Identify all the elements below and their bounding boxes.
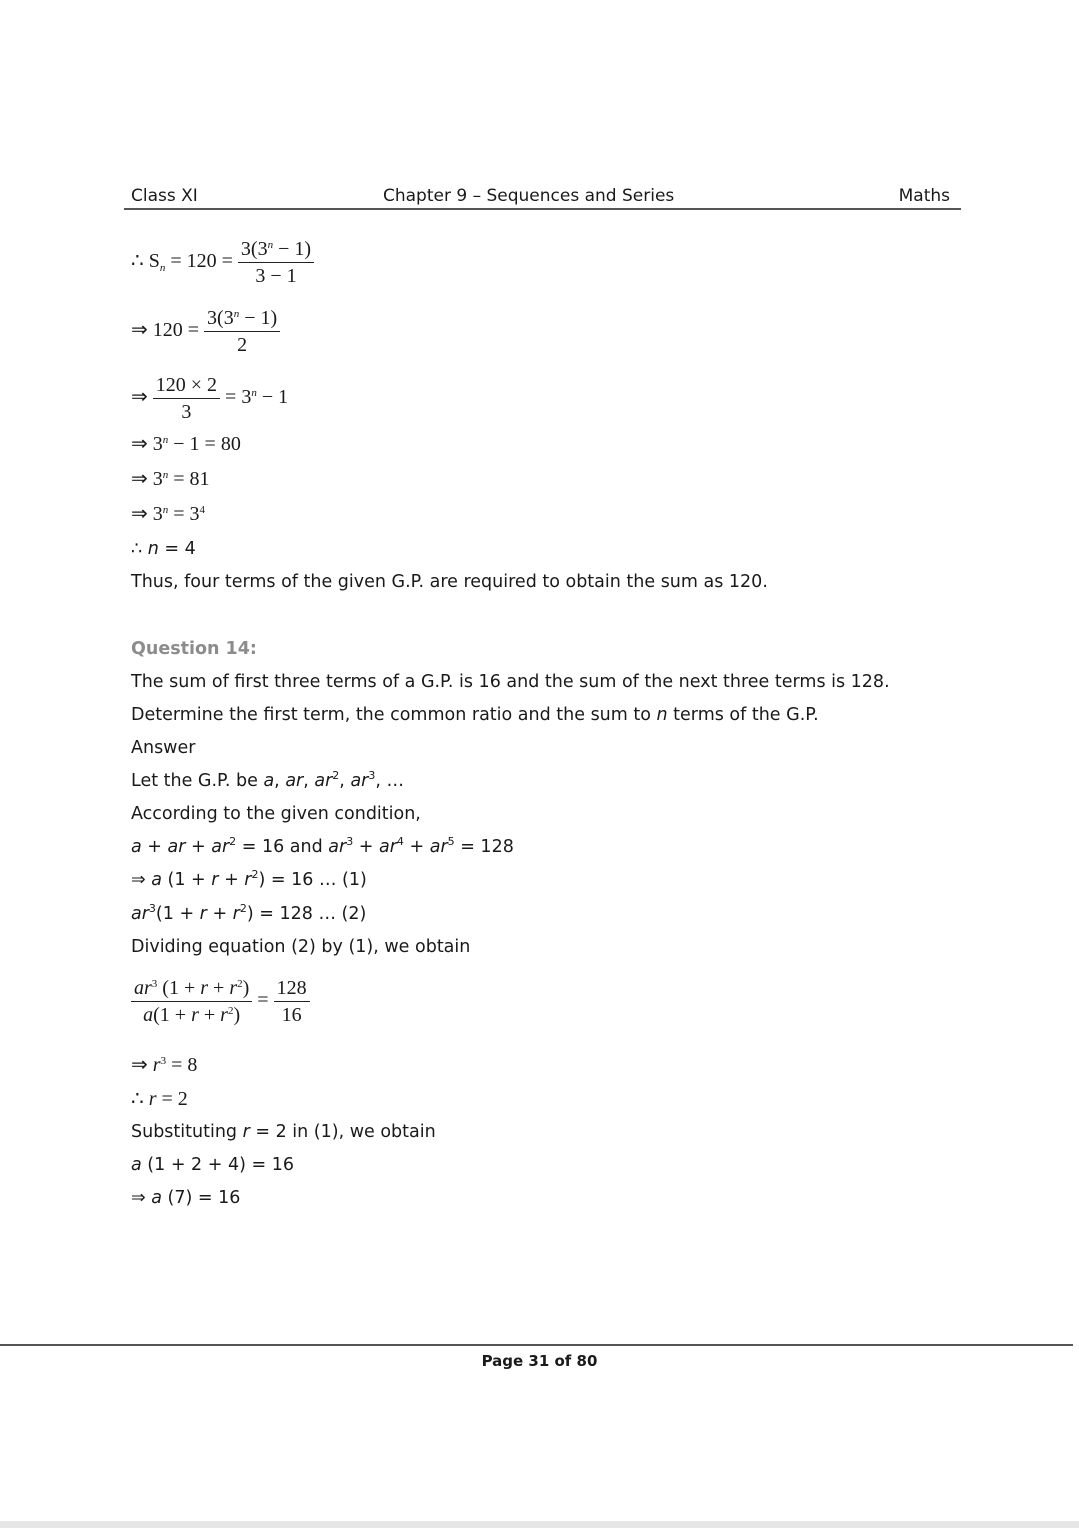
dividing-text: Dividing equation (2) by (1), we obtain: [131, 937, 471, 957]
conclusion-text: Thus, four terms of the given G.P. are required to obtain the sum as 120.: [131, 572, 768, 592]
eq-text: ⇒ 120 =: [131, 319, 205, 342]
equation-120x2: ⇒ $\frac{120 \times 2}{3}$ = $3^n - 1$: [131, 374, 289, 423]
footer-divider: [0, 1344, 1073, 1346]
eq-text: ⇒: [131, 386, 153, 409]
eq-sum: a + ar + $ar^2 = 16$ and $ar^3 + ar^4 + ar^5 = 128$: [131, 835, 514, 857]
eq-text: ∴ S: [131, 250, 160, 273]
n-equals: ∴ n = 4: [131, 539, 196, 559]
division-fraction: $\frac{ar^3 (1 + r + r^2)}{a(1 + r + r^2)}$ = $\frac{128}{16}$: [131, 975, 310, 1028]
equation-3n-34: ⇒ $3^n = 3^4$: [131, 503, 206, 525]
eq-text: = 120 =: [165, 250, 238, 273]
header-class: Class XI: [131, 186, 198, 206]
page-header: [124, 186, 961, 210]
question-title: Question 14:: [131, 639, 257, 659]
eq-sub: n: [159, 262, 166, 275]
equation-3n-minus-1: ⇒ $3^n - 1 = 80$: [131, 433, 241, 455]
question-line-2: Determine the first term, the common ratio and the sum to n terms of the G.P.: [131, 705, 819, 725]
equation-120: [131, 305, 280, 358]
eq-1: ⇒ a $(1 + r + r^2) = 16$ … (1): [131, 868, 367, 890]
equation-3n-81: ⇒ $3^n = 81$: [131, 468, 210, 490]
r-equals: ∴ r = 2: [131, 1088, 188, 1110]
equation-sn: [131, 236, 314, 289]
substituting-text: Substituting r = 2 in (1), we obtain: [131, 1122, 436, 1142]
question-line-1: The sum of first three terms of a G.P. is 16 and the sum of the next three terms is 128.: [131, 672, 890, 692]
r-cubed: ⇒ $r^3 = 8$: [131, 1054, 198, 1076]
fraction: $\frac{3(3^n - 1)}{2}$: [204, 305, 280, 358]
header-subject: Maths: [898, 186, 950, 206]
let-gp: Let the G.P. be a, ar, $ar^2$, $ar^3$, …: [131, 769, 404, 791]
a-eq-2: ⇒ a (7) = 16: [131, 1188, 241, 1208]
viewer-bottom-bar: [0, 1521, 1079, 1528]
fraction: $\frac{3(3^n - 1)}{3 - 1}$: [238, 236, 314, 289]
according-text: According to the given condition,: [131, 804, 421, 824]
a-eq-1: a (1 + 2 + 4) = 16: [131, 1155, 294, 1175]
page-number: Page 31 of 80: [481, 1352, 598, 1370]
answer-label: Answer: [131, 738, 196, 758]
fraction: $\frac{120 \times 2}{3}$: [153, 372, 220, 425]
eq-2: $ar^3(1 + r + r^2) = 128$ … (2): [131, 902, 367, 924]
header-chapter: Chapter 9 – Sequences and Series: [383, 186, 675, 206]
